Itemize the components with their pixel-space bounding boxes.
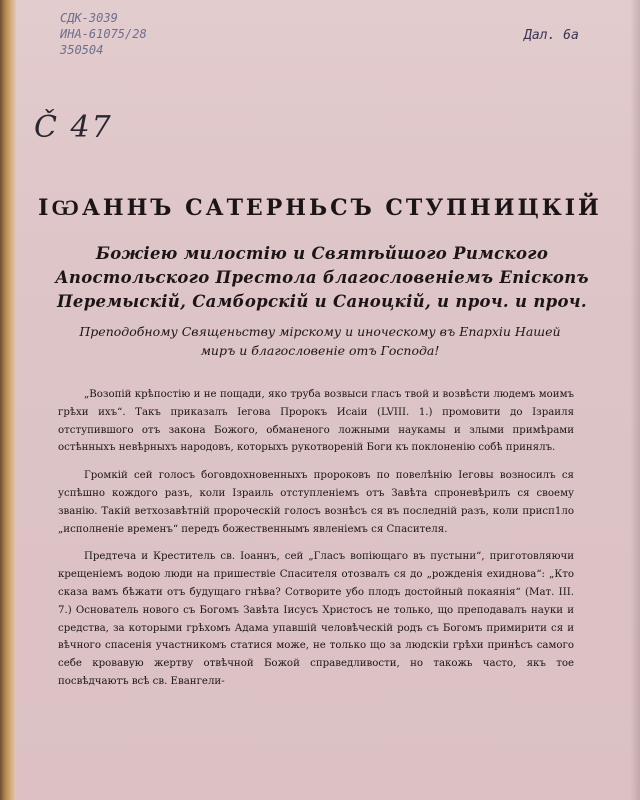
body-paragraph: Предтеча и Креститель св. Іоаннъ, сей „Гласъ вопіющаго въ пустыни“, приготовляючи крещеніемъ водою люди на пришествіе Спасителя отозвалъ ся до „рожденія ехиднова“: „Кто сказа вамъ бѣжати отъ будущаго гнѣва? Сотворите убо плодъ достойный покаянія“ (Мат. ІІІ. 7.) Основатель нового съ Богомъ Завѣта Іисусъ Христосъ не только, що преподавалъ науки и средства, за которыми грѣхомъ Адама упавшій человѣческій родъ съ Богомъ примирити ся и вѣчного спасенія участникомъ статися може, не только що за людскіи грѣхи принѣсъ самого себе кровавую жертву отвѣчной Божой справедливости, но такожь часто, якъ тое посвѣдчаютъ всѣ св. Евангели- xyxy=(58,551,574,687)
document-title: ІѠАННЪ САТЕРНЬСЪ СТУПНИЦКІЙ xyxy=(38,195,602,221)
page-edge-shadow xyxy=(630,0,640,800)
body-paragraph: „Возопій крѣпостію и не пощади, яко труба возвыси гласъ твой и возвѣсти людемъ моимъ грѣхи ихъ“. Такъ приказалъ Іегова Пророкъ Исаіи (LVIII. 1.) промовити до Ізраиля отступившого отъ закона Божого, обманеного ложными наукамы и злыми примѣрами остѣнныхъ невѣрныхъ народовъ, которыхъ рукотвореній Боги къ поклоненію собѣ принялъ. xyxy=(58,389,574,454)
archive-stamp-line: СДК-3039 xyxy=(60,11,118,25)
document-body xyxy=(58,386,574,701)
archive-stamp-line: 350504 xyxy=(60,43,104,57)
archive-stamp xyxy=(60,10,147,58)
body-paragraph: Громкій сей голосъ боговдохновенныхъ пророковъ по повелѣнію Іеговы возносилъ ся успѣшно кождого разъ, коли Ізраиль отступленіемъ отъ Завѣта спроневѣрилъ ся своему званію. Такій ветхозавѣтній пророческій голосъ вознѣсъ ся въ последній разъ, коли присп1ло „исполненіе временъ“ передъ божественнымъ явленіемъ ся Спасителя. xyxy=(58,470,574,535)
document-subtitle: Божіею милостію и Святѣйшого Римского Апостольского Престола благословеніемъ Епіскопъ Перемыскій, Самборскій и Саноцкій, и проч. и проч. xyxy=(55,244,589,311)
address-line: Преподобному Священьству мірскому и иноческому въ Епархіи Нашей миръ и благословеніе отъ Господа! xyxy=(79,324,561,358)
archive-stamp-line: ИНА-61075/28 xyxy=(60,27,147,41)
handwritten-number: Č 47 xyxy=(34,110,113,145)
corner-annotation: Дал. 6а xyxy=(524,28,579,43)
binding-edge xyxy=(0,0,16,800)
